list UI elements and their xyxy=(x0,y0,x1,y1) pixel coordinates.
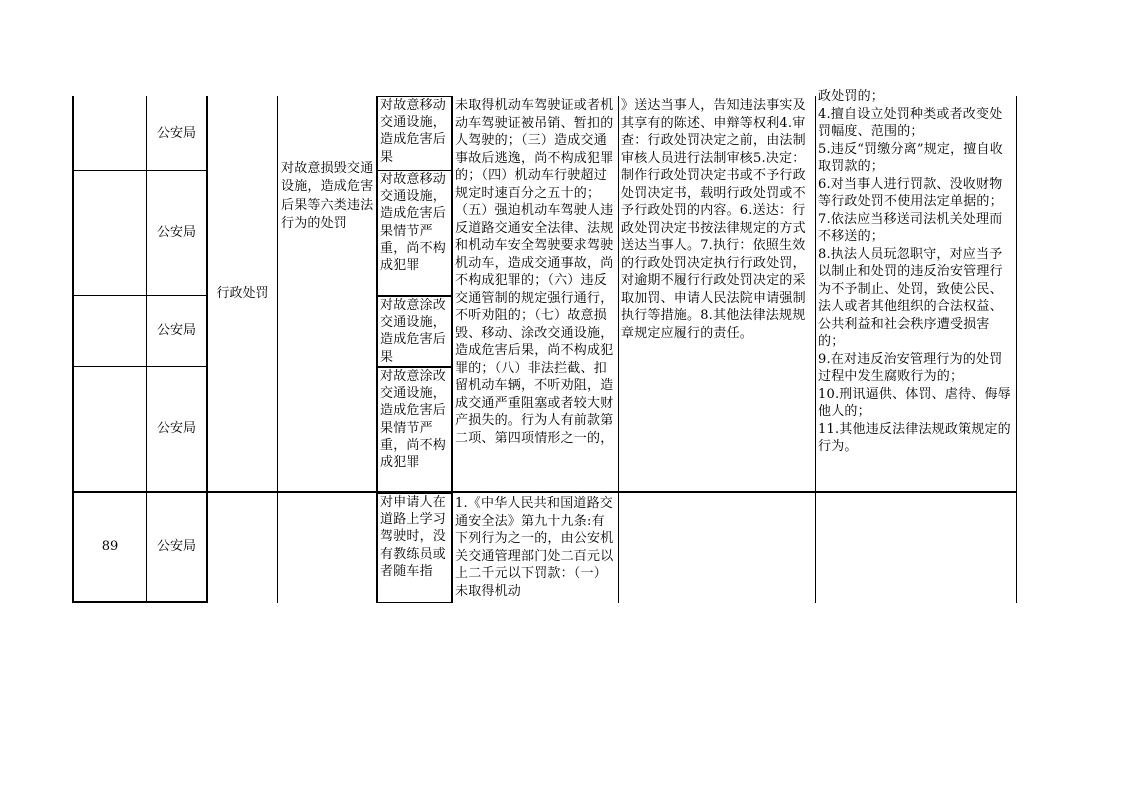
accountability-item: 8.执法人员玩忽职守，对应当予以制止和处罚的违反治安管理行为不予制止、处罚，致使公民、法人或者其他组织的合法权益、公共利益和社会秩序遭受损害的； xyxy=(818,246,1003,349)
dept-cell: 公安局 xyxy=(156,323,196,339)
column-divider xyxy=(277,96,278,603)
dept-cell: 公安局 xyxy=(156,125,196,141)
legal-basis-text: 1.《中华人民共和国道路交通安全法》第九十九条:有下列行为之一的，由公安机关交通管理部门处二百元以上二千元以下罚款：（一）未取得机动 xyxy=(455,496,614,599)
column-divider xyxy=(618,96,619,603)
accountability-item: 7.依法应当移送司法机关处理而不移送的； xyxy=(818,211,1003,244)
accountability-item: 政处罚的； xyxy=(818,89,885,104)
sub-item-text: 对故意涂改交通设施，造成危害后果 xyxy=(380,298,447,365)
accountability-item: 9.在对违反治安管理行为的处罚过程中发生腐败行为的； xyxy=(818,351,1003,384)
item-name-cell: 对故意损毁交通设施，造成危害后果等六类违法行为的处罚 xyxy=(281,161,374,232)
category-cell: 行政处罚 xyxy=(216,286,269,302)
sub-item-text: 对故意移动交通设施，造成危害后果 xyxy=(380,98,447,165)
accountability-item: 11.其他违反法律法规政策规定的行为。 xyxy=(818,421,1011,454)
dept-cell: 公安局 xyxy=(156,225,196,241)
column-divider xyxy=(452,96,453,603)
accountability-list xyxy=(818,88,1014,491)
sub-item-text: 对故意涂改交通设施，造成危害后果情节严重，尚不构成犯罪 xyxy=(380,369,447,471)
row-divider xyxy=(72,491,1017,493)
accountability-item: 6.对当事人进行罚款、没收财物等行政处罚不使用法定单据的； xyxy=(818,176,1003,209)
legal-basis-text: 未取得机动车驾驶证或者机动车驾驶证被吊销、暂扣的人驾驶的；（三）造成交通事故后逃逸，尚不构成犯罪的；（四）机动车行驶超过规定时速百分之五十的；（五）强迫机动车驾驶人违反道路交通安全法律、法规和机动车安全驾驶要求驾驶机动车，造成交通事故，尚不构成犯罪的；（六）违反交通管制的规定强行通行，不听劝阻的；（七）故意损毁、移动、涂改交通设施，造成危害后果，尚不构成犯罪的；（八）非法拦截、扣留机动车辆，不听劝阻，造成交通严重阻塞或者较大财产损失的。行为人有前款第二项、第四项情形之一的， xyxy=(455,98,614,446)
column-divider xyxy=(815,96,816,603)
dept-cell: 公安局 xyxy=(156,539,196,555)
responsibility-text: 》送达当事人，告知违法事实及其享有的陈述、申辩等权利4.审查：行政处罚决定之前，由法制审核人员进行法制审核5.决定：制作行政处罚决定书或不予行政处罚决定书，载明行政处罚或不予行政处罚的内容。6.送达：行政处罚决定书按法律规定的方式送达当事人。7.执行：依照生效的行政处罚决定执行行政处罚，对逾期不履行行政处罚决定的采取加罚、申请人民法院申请强制执行等措施。8.其他法律法规规章规定应履行的责任。 xyxy=(621,98,806,341)
row-number: 89 xyxy=(101,539,119,555)
accountability-item: 5.违反“罚缴分离”规定，擅自收取罚款的； xyxy=(818,141,1003,174)
table-border-bottom xyxy=(72,601,206,603)
sub-item-text: 对申请人在道路上学习驾驶时，没有教练员或者随车指 xyxy=(380,495,447,579)
accountability-item: 10.刑讯逼供、体罚、虐待、侮辱他人的； xyxy=(818,386,1011,419)
dept-cell: 公安局 xyxy=(156,421,196,437)
sub-item-text: 对故意移动交通设施，造成危害后果情节严重，尚不构成犯罪 xyxy=(380,172,447,274)
accountability-item: 4.擅自设立处罚种类或者改变处罚幅度、范围的； xyxy=(818,106,1003,139)
table-border-right xyxy=(1016,96,1017,603)
